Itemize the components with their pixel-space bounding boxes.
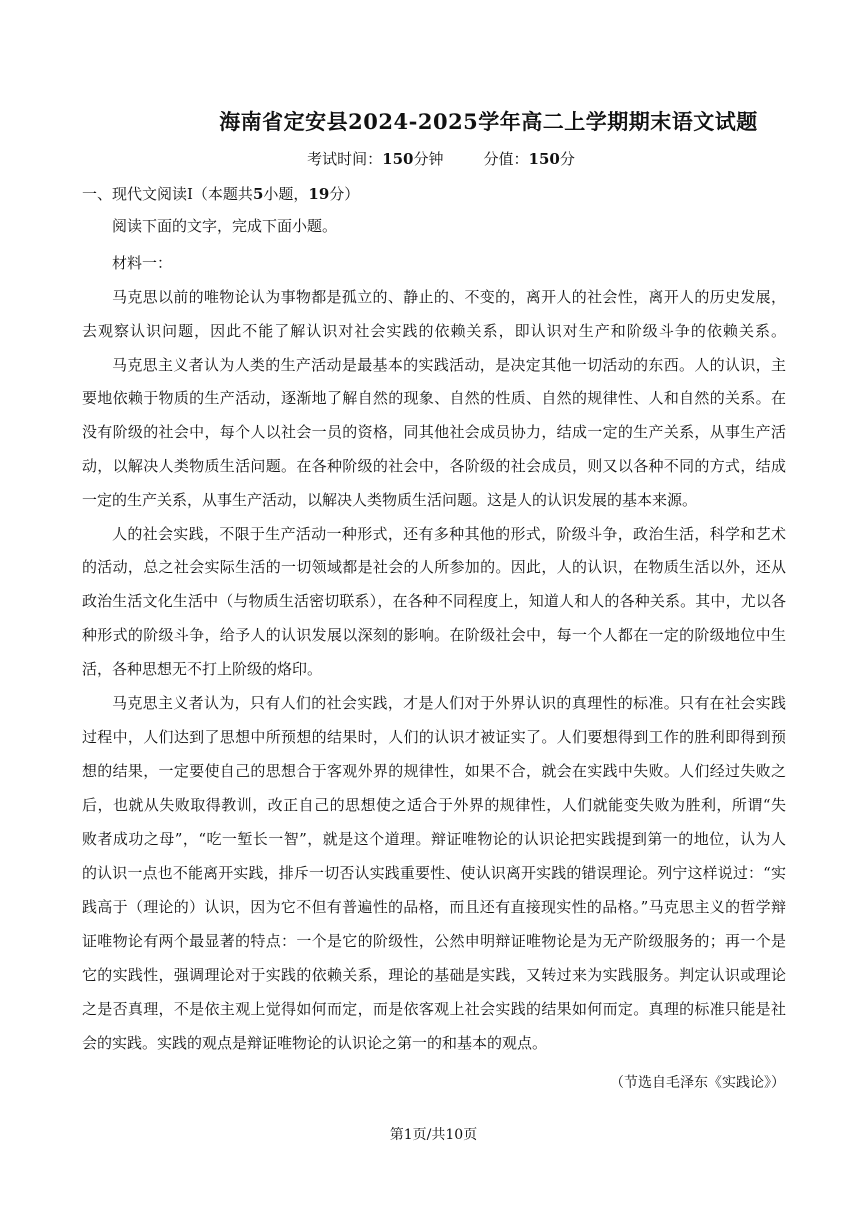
text-line: 去观察认识问题，因此不能了解认识对社会实践的依赖关系，即认识对生产和阶级斗争的依赖关系。 bbox=[82, 322, 786, 340]
score-value: 150 bbox=[528, 150, 560, 168]
text-line: 的活动，总之社会实际生活的一切领域都是社会的人所参加的。因此，人的认识，在物质生活以外，还从 bbox=[82, 558, 786, 576]
score-unit: 分 bbox=[559, 150, 575, 168]
text-line: 的认识一点也不能离开实践，排斥一切否认实践重要性、使认识离开实践的错误理论。列宁这样说过：“实 bbox=[82, 864, 786, 882]
text-line: 一定的生产关系，从事生产活动，以解决人类物质生活问题。这是人的认识发展的基本来源。 bbox=[82, 491, 698, 509]
text-line: 败者成功之母”，“吃一堑长一智”，就是这个道理。辩证唯物论的认识论把实践提到第一的地位，认为人 bbox=[82, 830, 786, 848]
section-mid: 小题， bbox=[263, 185, 309, 203]
text-line: 活，各种思想无不打上阶级的烙印。 bbox=[82, 660, 323, 678]
text-line: 马克思以前的唯物论认为事物都是孤立的、静止的、不变的，离开人的社会性，离开人的历史发展， bbox=[112, 288, 786, 306]
text-line: 它的实践性，强调理论对于实践的依赖关系，理论的基础是实践，又转过来为实践服务。判定认识或理论 bbox=[82, 966, 786, 984]
exam-info bbox=[0, 148, 867, 169]
text-line: 践高于（理论的）认识，因为它不但有普遍性的品格，而且还有直接现实性的品格。”马克思主义的哲学辩 bbox=[82, 898, 786, 916]
text-line: 之是否真理，不是依主观上觉得如何而定，而是依客观上社会实践的结果如何而定。真理的标准只能是社 bbox=[82, 1000, 786, 1018]
text-line: 动，以解决人类物质生活问题。在各种阶级的社会中，各阶级的社会成员，则又以各种不同的方式，结成 bbox=[82, 457, 786, 475]
text-line: 人的社会实践，不限于生产活动一种形式，还有多种其他的形式，阶级斗争，政治生活，科学和艺术 bbox=[112, 525, 786, 543]
section-points: 19 bbox=[308, 185, 330, 203]
text-line: 马克思主义者认为，只有人们的社会实践，才是人们对于外界认识的真理性的标准。只有在社会实践 bbox=[112, 694, 786, 712]
section-suffix: 分） bbox=[329, 185, 360, 203]
time-label: 考试时间： bbox=[307, 150, 383, 168]
text-line: 要地依赖于物质的生产活动，逐渐地了解自然的现象、自然的性质、自然的规律性、人和自然的关系。在 bbox=[82, 389, 786, 407]
score-label: 分值： bbox=[483, 150, 529, 168]
page-number: 第1页/共10页 bbox=[389, 1127, 478, 1143]
text-line: 想的结果，一定要使自己的思想合于客观外界的规律性，如果不合，就会在实践中失败。人们经过失败之 bbox=[82, 762, 786, 780]
section-count: 5 bbox=[252, 185, 264, 203]
text-line: 马克思主义者认为人类的生产活动是最基本的实践活动，是决定其他一切活动的东西。人的认识，主 bbox=[112, 356, 786, 374]
text-line: 后，也就从失败取得教训，改正自己的思想使之适合于外界的规律性，人们就能变失败为胜利，所谓“失 bbox=[82, 796, 786, 814]
text-line: 证唯物论有两个最显著的特点：一个是它的阶级性，公然申明辩证唯物论是为无产阶级服务的；再一个是 bbox=[82, 932, 786, 950]
time-unit: 分钟 bbox=[413, 150, 444, 168]
document-title: 海南省定安县2024-2025学年高二上学期期末语文试题 bbox=[219, 109, 758, 134]
section-prefix: 一、现代文阅读Ⅰ（本题共 bbox=[82, 185, 253, 203]
time-value: 150 bbox=[382, 150, 414, 168]
text-line: 过程中，人们达到了思想中所预想的结果时，人们的认识才被证实了。人们要想得到工作的胜利即得到预 bbox=[82, 728, 786, 746]
text-line: 会的实践。实践的观点是辩证唯物论的认识论之第一的和基本的观点。 bbox=[82, 1034, 548, 1052]
source-citation: （节选自毛泽东《实践论》） bbox=[610, 1075, 785, 1091]
text-line: 种形式的阶级斗争，给予人的认识发展以深刻的影响。在阶级社会中，每一个人都在一定的阶级地位中生 bbox=[82, 626, 786, 644]
section-heading bbox=[82, 183, 359, 204]
material-label: 材料一： bbox=[112, 254, 173, 272]
instruction-text: 阅读下面的文字，完成下面小题。 bbox=[112, 217, 338, 235]
text-line: 没有阶级的社会中，每个人以社会一员的资格，同其他社会成员协力，结成一定的生产关系，从事生产活 bbox=[82, 423, 786, 441]
text-line: 政治生活文化生活中（与物质生活密切联系），在各种不同程度上，知道人和人的各种关系。其中，尤以各 bbox=[82, 592, 786, 610]
